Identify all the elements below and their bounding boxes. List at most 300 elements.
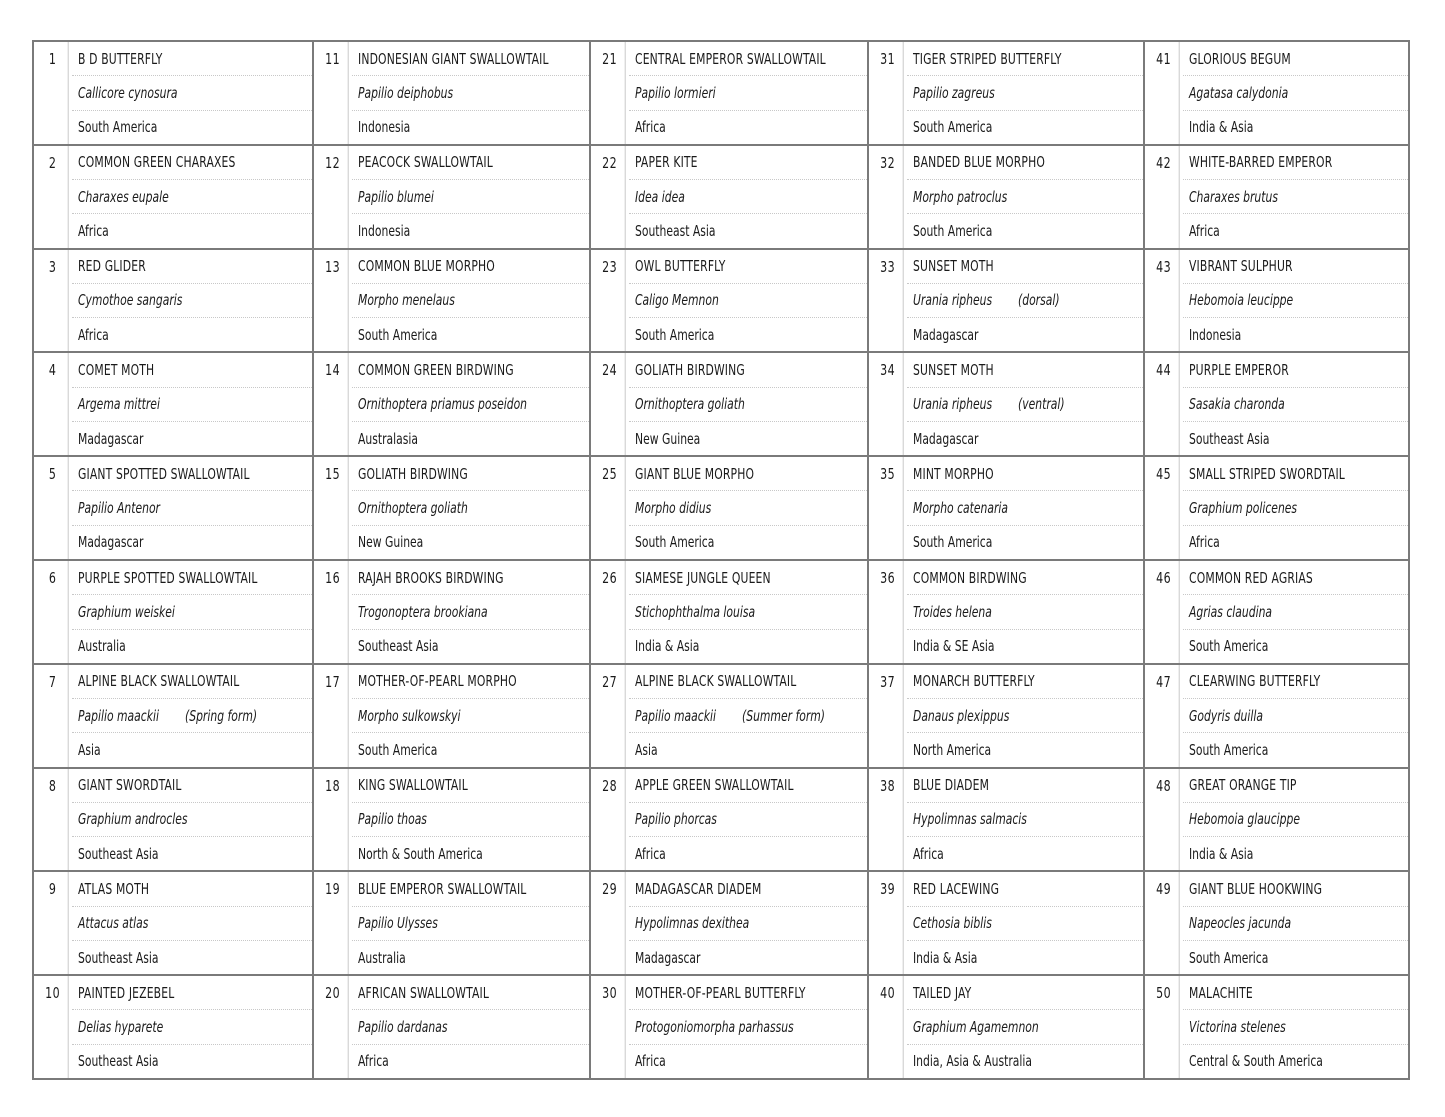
table-row xyxy=(314,767,589,871)
scientific-name: Hebomoia glaucippe xyxy=(1189,810,1300,829)
entry-details xyxy=(352,872,589,974)
scientific-name: Ornithoptera goliath xyxy=(358,499,468,518)
entry-number: 32 xyxy=(872,146,903,248)
scientific-name-cell xyxy=(629,75,867,109)
entry-number: 41 xyxy=(1148,42,1179,144)
scientific-name: Delias hyparete xyxy=(78,1018,164,1037)
scientific-name-cell xyxy=(72,698,312,732)
entry-details xyxy=(629,665,867,767)
common-name-cell xyxy=(629,769,867,802)
scientific-name-cell xyxy=(72,802,312,836)
region-cell xyxy=(907,836,1143,870)
common-name-cell xyxy=(72,146,312,179)
common-name: RED LACEWING xyxy=(913,880,1000,898)
region-cell xyxy=(907,1044,1143,1078)
common-name: GOLIATH BIRDWING xyxy=(635,361,745,380)
common-name-cell xyxy=(352,769,589,802)
common-name: OWL BUTTERFLY xyxy=(635,257,726,276)
entry-details xyxy=(1183,665,1408,767)
entry-details xyxy=(1183,250,1408,352)
common-name: TIGER STRIPED BUTTERFLY xyxy=(913,49,1062,68)
common-name-cell xyxy=(72,665,312,698)
entry-number: 31 xyxy=(872,42,903,144)
form-note: (dorsal) xyxy=(1017,291,1060,310)
scientific-name-cell xyxy=(907,594,1143,628)
entry-details xyxy=(352,353,589,455)
region: Madagascar xyxy=(913,429,979,448)
common-name: GLORIOUS BEGUM xyxy=(1189,49,1291,68)
entry-details xyxy=(907,353,1143,455)
region-cell xyxy=(907,525,1143,559)
common-name: WHITE-BARRED EMPEROR xyxy=(1189,153,1333,172)
common-name: KING SWALLOWTAIL xyxy=(358,776,468,795)
table-row xyxy=(869,42,1143,144)
entry-details xyxy=(629,769,867,871)
entry-number: 46 xyxy=(1148,561,1179,663)
common-name-cell xyxy=(72,561,312,594)
region: Indonesia xyxy=(358,118,411,137)
common-name-cell xyxy=(72,872,312,905)
entry-number: 25 xyxy=(594,457,625,559)
common-name: BLUE EMPEROR SWALLOWTAIL xyxy=(358,880,527,898)
table-row xyxy=(869,870,1143,974)
region: Madagascar xyxy=(913,325,979,344)
table-row xyxy=(869,248,1143,352)
region-cell xyxy=(72,213,312,247)
common-name: COMMON RED AGRIAS xyxy=(1189,568,1313,587)
common-name: CENTRAL EMPEROR SWALLOWTAIL xyxy=(635,49,826,68)
region-cell xyxy=(352,836,589,870)
table-row xyxy=(591,248,867,352)
region: South America xyxy=(358,325,438,344)
region: South America xyxy=(635,325,715,344)
entry-number: 48 xyxy=(1148,769,1179,871)
scientific-name-cell xyxy=(1183,1009,1408,1043)
table-row xyxy=(591,870,867,974)
scientific-name: Attacus atlas xyxy=(78,914,149,933)
scientific-name-cell xyxy=(1183,698,1408,732)
region: South America xyxy=(1189,948,1269,967)
entry-number: 13 xyxy=(317,250,348,352)
table-row xyxy=(591,42,867,144)
region-cell xyxy=(1183,421,1408,455)
entry-number: 14 xyxy=(317,353,348,455)
scientific-name-cell xyxy=(352,283,589,317)
scientific-name-cell xyxy=(907,906,1143,940)
common-name-cell xyxy=(629,665,867,698)
common-name: GIANT SPOTTED SWALLOWTAIL xyxy=(78,464,250,483)
table-row xyxy=(591,559,867,663)
table-row xyxy=(1145,351,1408,455)
table-row xyxy=(869,351,1143,455)
region-cell xyxy=(629,110,867,144)
region-cell xyxy=(352,1044,589,1078)
common-name-cell xyxy=(629,353,867,386)
table-row xyxy=(1145,767,1408,871)
region-cell xyxy=(1183,317,1408,351)
entry-number: 3 xyxy=(37,250,68,352)
region: Madagascar xyxy=(78,533,144,552)
entry-number: 2 xyxy=(37,146,68,248)
table-row xyxy=(869,559,1143,663)
region: Asia xyxy=(78,740,101,759)
entry-details xyxy=(72,872,312,974)
common-name-cell xyxy=(629,872,867,905)
scientific-name: Morpho catenaria xyxy=(913,499,1009,518)
common-name: PEACOCK SWALLOWTAIL xyxy=(358,153,493,172)
scientific-name-cell xyxy=(352,179,589,213)
common-name: COMMON GREEN BIRDWING xyxy=(358,361,514,380)
common-name-cell xyxy=(1183,976,1408,1009)
region: South America xyxy=(358,740,438,759)
entry-details xyxy=(72,353,312,455)
region: South America xyxy=(1189,637,1269,656)
scientific-name-cell xyxy=(352,698,589,732)
common-name: PAPER KITE xyxy=(635,153,698,172)
region: Africa xyxy=(1189,221,1220,240)
region: Australia xyxy=(78,637,126,656)
common-name-cell xyxy=(72,42,312,75)
common-name-cell xyxy=(352,146,589,179)
table-row xyxy=(1145,248,1408,352)
table-row xyxy=(869,663,1143,767)
entry-number: 38 xyxy=(872,769,903,871)
common-name-cell xyxy=(72,976,312,1009)
region-cell xyxy=(352,110,589,144)
common-name: AFRICAN SWALLOWTAIL xyxy=(358,983,490,1002)
entry-details xyxy=(1183,561,1408,663)
region-cell xyxy=(907,213,1143,247)
common-name: BLUE DIADEM xyxy=(913,776,990,795)
region-cell xyxy=(1183,1044,1408,1078)
entry-number: 7 xyxy=(37,665,68,767)
scientific-name-cell xyxy=(352,1009,589,1043)
common-name-cell xyxy=(1183,769,1408,802)
entry-details xyxy=(72,250,312,352)
entry-details xyxy=(907,146,1143,248)
region-cell xyxy=(352,525,589,559)
scientific-name-cell xyxy=(72,906,312,940)
table-row xyxy=(34,42,312,144)
scientific-name-cell xyxy=(907,283,1143,317)
table-row xyxy=(34,559,312,663)
entry-number: 34 xyxy=(872,353,903,455)
common-name: MALACHITE xyxy=(1189,983,1253,1002)
common-name-cell xyxy=(352,976,589,1009)
region: Australasia xyxy=(358,429,418,448)
region-cell xyxy=(629,629,867,663)
scientific-name: Idea idea xyxy=(635,187,685,206)
common-name-cell xyxy=(629,976,867,1009)
entry-details xyxy=(352,976,589,1078)
scientific-name-cell xyxy=(907,802,1143,836)
common-name: GIANT BLUE MORPHO xyxy=(635,464,755,483)
table-row xyxy=(314,42,589,144)
region: Madagascar xyxy=(78,429,144,448)
table-row xyxy=(34,248,312,352)
scientific-name-cell xyxy=(352,75,589,109)
region-cell xyxy=(1183,732,1408,766)
region: Africa xyxy=(78,221,109,240)
scientific-name: Papilio dardanas xyxy=(358,1018,448,1037)
entry-details xyxy=(1183,42,1408,144)
region-cell xyxy=(629,732,867,766)
common-name-cell xyxy=(907,872,1143,905)
region-cell xyxy=(352,940,589,974)
region: Southeast Asia xyxy=(78,1052,159,1071)
entry-number: 9 xyxy=(37,872,68,974)
table-row xyxy=(869,144,1143,248)
scientific-name-cell xyxy=(352,594,589,628)
entry-details xyxy=(352,457,589,559)
entry-number: 36 xyxy=(872,561,903,663)
entry-details xyxy=(352,42,589,144)
scientific-name: Cymothoe sangaris xyxy=(78,291,183,310)
entry-number: 23 xyxy=(594,250,625,352)
common-name: SIAMESE JUNGLE QUEEN xyxy=(635,568,771,587)
scientific-name: Hebomoia leucippe xyxy=(1189,291,1294,310)
region: South America xyxy=(78,118,158,137)
region-cell xyxy=(629,836,867,870)
scientific-name: Papilio lormieri xyxy=(635,83,716,102)
region: Southeast Asia xyxy=(635,221,716,240)
table-row xyxy=(591,974,867,1078)
common-name-cell xyxy=(1183,872,1408,905)
common-name: BANDED BLUE MORPHO xyxy=(913,153,1046,172)
region: South America xyxy=(913,533,993,552)
table-row xyxy=(314,248,589,352)
form-note: (ventral) xyxy=(1017,395,1065,414)
table-row xyxy=(314,870,589,974)
common-name: VIBRANT SULPHUR xyxy=(1189,257,1293,276)
region-cell xyxy=(629,421,867,455)
entry-details xyxy=(72,457,312,559)
common-name-cell xyxy=(352,872,589,905)
common-name: ATLAS MOTH xyxy=(78,880,150,898)
scientific-name-cell xyxy=(1183,387,1408,421)
entry-number: 40 xyxy=(872,976,903,1078)
scientific-name: Papilio Antenor xyxy=(78,499,160,518)
scientific-name: Morpho didius xyxy=(635,499,712,518)
common-name: COMMON BLUE MORPHO xyxy=(358,257,495,276)
region: Madagascar xyxy=(635,948,701,967)
entry-details xyxy=(1183,353,1408,455)
table-row xyxy=(34,663,312,767)
entry-details xyxy=(352,665,589,767)
entry-number: 45 xyxy=(1148,457,1179,559)
butterfly-list-table xyxy=(32,40,1410,1080)
scientific-name-cell xyxy=(629,1009,867,1043)
table-row xyxy=(34,767,312,871)
region: India & Asia xyxy=(1189,844,1254,863)
entry-number: 8 xyxy=(37,769,68,871)
entry-number: 12 xyxy=(317,146,348,248)
form-note: (Spring form) xyxy=(185,706,258,725)
scientific-name: Napeocles jacunda xyxy=(1189,914,1292,933)
entry-details xyxy=(72,976,312,1078)
table-row xyxy=(34,455,312,559)
entry-number: 17 xyxy=(317,665,348,767)
region-cell xyxy=(72,940,312,974)
scientific-name: Papilio zagreus xyxy=(913,83,995,102)
entry-number: 42 xyxy=(1148,146,1179,248)
scientific-name: Charaxes brutus xyxy=(1189,187,1278,206)
common-name-cell xyxy=(629,561,867,594)
region-cell xyxy=(1183,525,1408,559)
table-row xyxy=(869,974,1143,1078)
region: Africa xyxy=(913,844,944,863)
region: India & Asia xyxy=(913,948,978,967)
entry-number: 16 xyxy=(317,561,348,663)
entry-details xyxy=(907,769,1143,871)
common-name-cell xyxy=(907,353,1143,386)
scientific-name: Hypolimnas salmacis xyxy=(913,810,1027,829)
entry-number: 19 xyxy=(317,872,348,974)
entry-details xyxy=(629,146,867,248)
region-cell xyxy=(72,317,312,351)
scientific-name-cell xyxy=(629,906,867,940)
scientific-name-cell xyxy=(907,698,1143,732)
common-name-cell xyxy=(907,250,1143,283)
entry-number: 24 xyxy=(594,353,625,455)
scientific-name-cell xyxy=(72,179,312,213)
region: Africa xyxy=(78,325,109,344)
scientific-name: Ornithoptera priamus poseidon xyxy=(358,395,528,414)
scientific-name: Papilio phorcas xyxy=(635,810,717,829)
common-name-cell xyxy=(907,561,1143,594)
scientific-name-cell xyxy=(1183,802,1408,836)
common-name: PURPLE SPOTTED SWALLOWTAIL xyxy=(78,568,258,587)
table-row xyxy=(1145,870,1408,974)
region-cell xyxy=(72,110,312,144)
region: South America xyxy=(635,533,715,552)
scientific-name: Papilio deiphobus xyxy=(358,83,454,102)
scientific-name: Charaxes eupale xyxy=(78,187,169,206)
region: India, Asia & Australia xyxy=(913,1052,1032,1071)
common-name: INDONESIAN GIANT SWALLOWTAIL xyxy=(358,49,549,68)
region-cell xyxy=(907,940,1143,974)
region-cell xyxy=(352,317,589,351)
scientific-name: Troides helena xyxy=(913,602,992,621)
region: Africa xyxy=(1189,533,1220,552)
region-cell xyxy=(72,421,312,455)
entry-details xyxy=(629,561,867,663)
common-name-cell xyxy=(72,353,312,386)
region-cell xyxy=(1183,940,1408,974)
region: North & South America xyxy=(358,844,483,863)
scientific-name-cell xyxy=(907,75,1143,109)
region-cell xyxy=(629,525,867,559)
region: Southeast Asia xyxy=(1189,429,1270,448)
region: India & Asia xyxy=(635,637,700,656)
entry-details xyxy=(72,146,312,248)
entry-details xyxy=(72,769,312,871)
scientific-name-cell xyxy=(629,179,867,213)
scientific-name-cell xyxy=(352,387,589,421)
common-name: GOLIATH BIRDWING xyxy=(358,464,468,483)
common-name: SUNSET MOTH xyxy=(913,361,994,380)
entry-number: 33 xyxy=(872,250,903,352)
entry-number: 50 xyxy=(1148,976,1179,1078)
scientific-name: Callicore cynosura xyxy=(78,83,178,102)
region: New Guinea xyxy=(635,429,701,448)
entry-details xyxy=(352,146,589,248)
region: North America xyxy=(913,740,992,759)
scientific-name: Papilio Ulysses xyxy=(358,914,438,933)
table-row xyxy=(591,144,867,248)
scientific-name-cell xyxy=(629,698,867,732)
entry-details xyxy=(907,42,1143,144)
table-row xyxy=(314,974,589,1078)
common-name: SMALL STRIPED SWORDTAIL xyxy=(1189,464,1345,483)
scientific-name: Agrias claudina xyxy=(1189,602,1273,621)
entry-details xyxy=(629,457,867,559)
common-name-cell xyxy=(352,457,589,490)
table-row xyxy=(314,455,589,559)
scientific-name-cell xyxy=(629,283,867,317)
region-cell xyxy=(1183,836,1408,870)
common-name: GREAT ORANGE TIP xyxy=(1189,776,1297,795)
scientific-name-cell xyxy=(72,283,312,317)
entry-number: 49 xyxy=(1148,872,1179,974)
entry-number: 4 xyxy=(37,353,68,455)
region-cell xyxy=(352,213,589,247)
common-name: B D BUTTERFLY xyxy=(78,49,163,68)
common-name-cell xyxy=(629,250,867,283)
region: Africa xyxy=(635,844,666,863)
table-row xyxy=(869,767,1143,871)
common-name: GIANT SWORDTAIL xyxy=(78,776,182,795)
region-cell xyxy=(72,836,312,870)
common-name: MADAGASCAR DIADEM xyxy=(635,880,762,898)
common-name-cell xyxy=(1183,665,1408,698)
common-name-cell xyxy=(352,665,589,698)
region-cell xyxy=(629,213,867,247)
common-name: COMET MOTH xyxy=(78,361,155,380)
scientific-name: Graphium androcles xyxy=(78,810,188,829)
region: South America xyxy=(913,221,993,240)
region-cell xyxy=(629,1044,867,1078)
scientific-name: Trogonoptera brookiana xyxy=(358,602,488,621)
scientific-name: Ornithoptera goliath xyxy=(635,395,745,414)
region: India & SE Asia xyxy=(913,637,995,656)
common-name-cell xyxy=(352,42,589,75)
entry-details xyxy=(1183,457,1408,559)
entry-details xyxy=(1183,146,1408,248)
region-cell xyxy=(1183,213,1408,247)
entry-number: 26 xyxy=(594,561,625,663)
scientific-name-cell xyxy=(72,1009,312,1043)
entry-details xyxy=(72,665,312,767)
scientific-name-cell xyxy=(352,802,589,836)
scientific-name: Graphium weiskei xyxy=(78,602,175,621)
entry-number: 21 xyxy=(594,42,625,144)
entry-details xyxy=(907,561,1143,663)
table-column xyxy=(312,42,589,1078)
common-name: CLEARWING BUTTERFLY xyxy=(1189,672,1321,691)
scientific-name-cell xyxy=(1183,283,1408,317)
scientific-name-cell xyxy=(629,490,867,524)
region-cell xyxy=(629,317,867,351)
region-cell xyxy=(72,629,312,663)
scientific-name: Morpho patroclus xyxy=(913,187,1008,206)
scientific-name: Sasakia charonda xyxy=(1189,395,1285,414)
scientific-name: Godyris duilla xyxy=(1189,706,1264,725)
common-name: PURPLE EMPEROR xyxy=(1189,361,1289,380)
entry-details xyxy=(629,42,867,144)
table-row xyxy=(1145,42,1408,144)
entry-details xyxy=(352,250,589,352)
